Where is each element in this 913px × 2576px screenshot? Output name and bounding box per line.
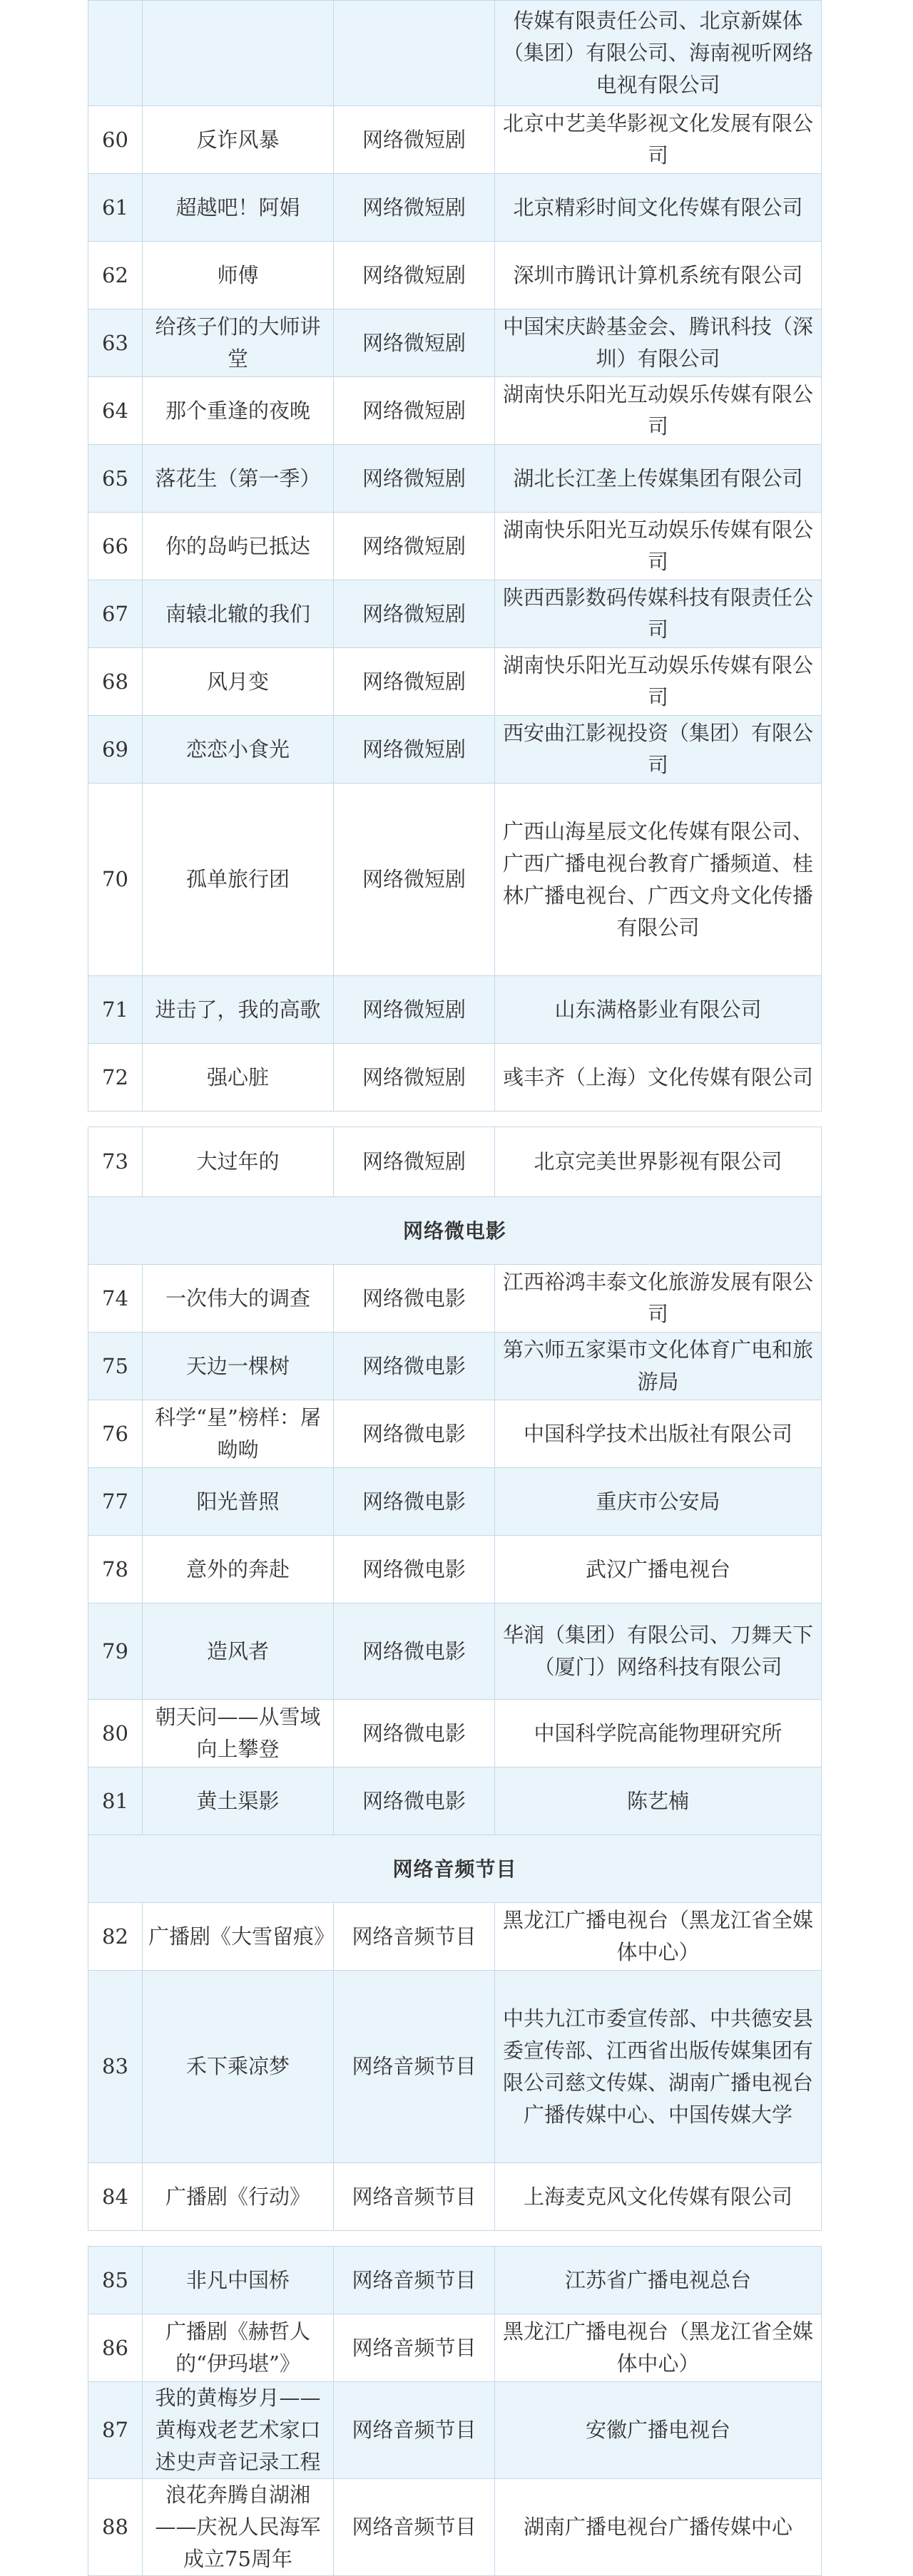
entry-number-cell: 63 xyxy=(88,309,143,377)
entry-number-cell: 72 xyxy=(88,1044,143,1112)
table-row xyxy=(88,1767,822,1835)
award-list-table-part-3 xyxy=(88,2246,822,2576)
table-row xyxy=(88,976,822,1044)
entry-number-cell: 83 xyxy=(88,1971,143,2163)
table-row xyxy=(88,2247,822,2314)
table-row xyxy=(88,106,822,174)
entry-organization-cell: 中共九江市委宣传部、中共德安县委宣传部、江西省出版传媒集团有限公司慈文传媒、湖南广播电视台广播传媒中心、中国传媒大学 xyxy=(495,1971,822,2163)
entry-organization-cell: 江苏省广播电视总台 xyxy=(495,2247,822,2314)
entry-type-cell: 网络微短剧 xyxy=(334,784,495,976)
entry-number-cell: 86 xyxy=(88,2314,143,2382)
entry-number-cell: 76 xyxy=(88,1400,143,1468)
entry-organization-cell: 湖南快乐阳光互动娱乐传媒有限公司 xyxy=(495,648,822,716)
table-row xyxy=(88,445,822,513)
entry-type-cell: 网络音频节目 xyxy=(334,2314,495,2382)
entry-title-cell: 给孩子们的大师讲堂 xyxy=(143,309,334,377)
entry-number-cell: 65 xyxy=(88,445,143,513)
table-row xyxy=(88,784,822,976)
entry-organization-cell: 江西裕鸿丰泰文化旅游发展有限公司 xyxy=(495,1265,822,1333)
entry-title-cell: 天边一棵树 xyxy=(143,1333,334,1400)
entry-number-cell: 78 xyxy=(88,1536,143,1603)
table-row xyxy=(88,1603,822,1700)
entry-organization-cell: 西安曲江影视投资（集团）有限公司 xyxy=(495,716,822,784)
entry-number-cell: 60 xyxy=(88,106,143,174)
entry-title-cell: 造风者 xyxy=(143,1603,334,1700)
entry-organization-cell: 武汉广播电视台 xyxy=(495,1536,822,1603)
table-row xyxy=(88,1971,822,2163)
entry-title-cell: 一次伟大的调查 xyxy=(143,1265,334,1333)
entry-type-cell: 网络音频节目 xyxy=(334,2382,495,2479)
entry-title-cell: 落花生（第一季） xyxy=(143,445,334,513)
entry-organization-cell: 广西山海星辰文化传媒有限公司、广西广播电视台教育广播频道、桂林广播电视台、广西文舟文化传播有限公司 xyxy=(495,784,822,976)
entry-number-cell: 71 xyxy=(88,976,143,1044)
entry-organization-cell: 黑龙江广播电视台（黑龙江省全媒体中心） xyxy=(495,1903,822,1971)
entry-type-cell: 网络微短剧 xyxy=(334,445,495,513)
entry-organization-cell: 山东满格影业有限公司 xyxy=(495,976,822,1044)
section-title: 网络音频节目 xyxy=(88,1835,822,1903)
table-body xyxy=(88,1127,822,2231)
entry-number-cell: 88 xyxy=(88,2479,143,2576)
entry-title-cell: 进击了，我的高歌 xyxy=(143,976,334,1044)
entry-organization-cell: 湖南快乐阳光互动娱乐传媒有限公司 xyxy=(495,377,822,445)
table-row xyxy=(88,1903,822,1971)
entry-title-cell: 强心脏 xyxy=(143,1044,334,1112)
entry-organization-cell: 陈艺楠 xyxy=(495,1767,822,1835)
table-row xyxy=(88,174,822,242)
entry-type-cell: 网络音频节目 xyxy=(334,2163,495,2231)
entry-type-cell: 网络音频节目 xyxy=(334,1971,495,2163)
entry-title-cell: 那个重逢的夜晚 xyxy=(143,377,334,445)
entry-type-cell: 网络微短剧 xyxy=(334,648,495,716)
entry-number-cell: 68 xyxy=(88,648,143,716)
table-row xyxy=(88,1700,822,1767)
entry-organization-cell: 传媒有限责任公司、北京新媒体（集团）有限公司、海南视听网络电视有限公司 xyxy=(495,1,822,106)
entry-number-cell: 85 xyxy=(88,2247,143,2314)
entry-title-cell: 禾下乘凉梦 xyxy=(143,1971,334,2163)
table-row xyxy=(88,513,822,580)
entry-organization-cell: 中国宋庆龄基金会、腾讯科技（深圳）有限公司 xyxy=(495,309,822,377)
entry-title-cell: 阳光普照 xyxy=(143,1468,334,1536)
entry-title-cell: 广播剧《大雪留痕》 xyxy=(143,1903,334,1971)
table-row xyxy=(88,580,822,648)
entry-organization-cell: 北京精彩时间文化传媒有限公司 xyxy=(495,174,822,242)
section-header-row xyxy=(88,1197,822,1265)
entry-title-cell: 大过年的 xyxy=(143,1127,334,1197)
entry-title-cell: 黄土渠影 xyxy=(143,1767,334,1835)
entry-title-cell: 超越吧！阿娟 xyxy=(143,174,334,242)
entry-title-cell: 意外的奔赴 xyxy=(143,1536,334,1603)
entry-type-cell: 网络微短剧 xyxy=(334,580,495,648)
entry-type-cell: 网络微短剧 xyxy=(334,174,495,242)
entry-number-cell: 70 xyxy=(88,784,143,976)
entry-number-cell: 62 xyxy=(88,242,143,309)
entry-organization-cell: 中国科学院高能物理研究所 xyxy=(495,1700,822,1767)
entry-type-cell: 网络微电影 xyxy=(334,1265,495,1333)
entry-organization-cell: 华润（集团）有限公司、刀舞天下（厦门）网络科技有限公司 xyxy=(495,1603,822,1700)
table-row xyxy=(88,2382,822,2479)
entry-title-cell: 师傅 xyxy=(143,242,334,309)
entry-number-cell: 64 xyxy=(88,377,143,445)
entry-type-cell: 网络微短剧 xyxy=(334,377,495,445)
entry-number-cell: 77 xyxy=(88,1468,143,1536)
entry-type-cell: 网络微短剧 xyxy=(334,309,495,377)
entry-number-cell: 82 xyxy=(88,1903,143,1971)
table-row xyxy=(88,309,822,377)
section-title: 网络微电影 xyxy=(88,1197,822,1265)
entry-title-cell: 广播剧《赫哲人的“伊玛堪”》 xyxy=(143,2314,334,2382)
entry-title-cell: 你的岛屿已抵达 xyxy=(143,513,334,580)
entry-number-cell: 66 xyxy=(88,513,143,580)
table-row xyxy=(88,1,822,106)
table-row xyxy=(88,377,822,445)
entry-number-cell: 81 xyxy=(88,1767,143,1835)
table-row xyxy=(88,1127,822,1197)
table-row xyxy=(88,1044,822,1112)
entry-organization-cell: 彧丰齐（上海）文化传媒有限公司 xyxy=(495,1044,822,1112)
entry-title-cell: 广播剧《行动》 xyxy=(143,2163,334,2231)
award-list-table-part-2 xyxy=(88,1127,822,2231)
entry-title-cell: 恋恋小食光 xyxy=(143,716,334,784)
entry-number-cell: 61 xyxy=(88,174,143,242)
entry-type-cell: 网络微电影 xyxy=(334,1700,495,1767)
entry-type-cell: 网络微短剧 xyxy=(334,1127,495,1197)
table-row xyxy=(88,1400,822,1468)
entry-number-cell: 80 xyxy=(88,1700,143,1767)
entry-organization-cell: 北京完美世界影视有限公司 xyxy=(495,1127,822,1197)
table-row xyxy=(88,1468,822,1536)
entry-organization-cell: 安徽广播电视台 xyxy=(495,2382,822,2479)
entry-type-cell: 网络微短剧 xyxy=(334,1044,495,1112)
entry-number-cell: 75 xyxy=(88,1333,143,1400)
entry-number-cell: 79 xyxy=(88,1603,143,1700)
entry-type-cell: 网络微短剧 xyxy=(334,976,495,1044)
table-row xyxy=(88,648,822,716)
entry-title-cell: 反诈风暴 xyxy=(143,106,334,174)
entry-number-cell xyxy=(88,1,143,106)
entry-title-cell: 南辕北辙的我们 xyxy=(143,580,334,648)
entry-number-cell: 84 xyxy=(88,2163,143,2231)
table-row xyxy=(88,242,822,309)
entry-organization-cell: 湖南快乐阳光互动娱乐传媒有限公司 xyxy=(495,513,822,580)
entry-organization-cell: 上海麦克风文化传媒有限公司 xyxy=(495,2163,822,2231)
entry-title-cell: 风月变 xyxy=(143,648,334,716)
table-row xyxy=(88,2163,822,2231)
entry-type-cell: 网络微短剧 xyxy=(334,106,495,174)
entry-type-cell: 网络音频节目 xyxy=(334,2479,495,2576)
entry-organization-cell: 陕西西影数码传媒科技有限责任公司 xyxy=(495,580,822,648)
entry-type-cell: 网络微电影 xyxy=(334,1333,495,1400)
table-body xyxy=(88,1,822,1112)
entry-title-cell xyxy=(143,1,334,106)
entry-number-cell: 74 xyxy=(88,1265,143,1333)
entry-title-cell: 孤单旅行团 xyxy=(143,784,334,976)
entry-organization-cell: 黑龙江广播电视台（黑龙江省全媒体中心） xyxy=(495,2314,822,2382)
entry-title-cell: 浪花奔腾自湖湘——庆祝人民海军成立75周年 xyxy=(143,2479,334,2576)
entry-organization-cell: 重庆市公安局 xyxy=(495,1468,822,1536)
table-row xyxy=(88,1536,822,1603)
entry-number-cell: 69 xyxy=(88,716,143,784)
entry-title-cell: 科学“星”榜样：屠呦呦 xyxy=(143,1400,334,1468)
table-row xyxy=(88,1333,822,1400)
entry-type-cell: 网络音频节目 xyxy=(334,2247,495,2314)
entry-title-cell: 朝天问——从雪域向上攀登 xyxy=(143,1700,334,1767)
entry-organization-cell: 北京中艺美华影视文化发展有限公司 xyxy=(495,106,822,174)
entry-type-cell: 网络音频节目 xyxy=(334,1903,495,1971)
entry-number-cell: 87 xyxy=(88,2382,143,2479)
entry-organization-cell: 湖南广播电视台广播传媒中心 xyxy=(495,2479,822,2576)
entry-type-cell: 网络微短剧 xyxy=(334,716,495,784)
entry-number-cell: 67 xyxy=(88,580,143,648)
award-list-table-part-1 xyxy=(88,0,822,1112)
entry-title-cell: 我的黄梅岁月——黄梅戏老艺术家口述史声音记录工程 xyxy=(143,2382,334,2479)
entry-organization-cell: 中国科学技术出版社有限公司 xyxy=(495,1400,822,1468)
entry-type-cell: 网络微电影 xyxy=(334,1468,495,1536)
entry-type-cell: 网络微电影 xyxy=(334,1400,495,1468)
entry-organization-cell: 第六师五家渠市文化体育广电和旅游局 xyxy=(495,1333,822,1400)
entry-type-cell: 网络微短剧 xyxy=(334,242,495,309)
entry-title-cell: 非凡中国桥 xyxy=(143,2247,334,2314)
entry-organization-cell: 湖北长江垄上传媒集团有限公司 xyxy=(495,445,822,513)
entry-organization-cell: 深圳市腾讯计算机系统有限公司 xyxy=(495,242,822,309)
entry-number-cell: 73 xyxy=(88,1127,143,1197)
entry-type-cell: 网络微电影 xyxy=(334,1603,495,1700)
table-row xyxy=(88,2314,822,2382)
section-header-row xyxy=(88,1835,822,1903)
entry-type-cell: 网络微电影 xyxy=(334,1536,495,1603)
entry-type-cell: 网络微短剧 xyxy=(334,513,495,580)
entry-type-cell: 网络微电影 xyxy=(334,1767,495,1835)
table-row xyxy=(88,2479,822,2576)
table-row xyxy=(88,716,822,784)
table-row xyxy=(88,1265,822,1333)
entry-type-cell xyxy=(334,1,495,106)
table-body xyxy=(88,2247,822,2576)
